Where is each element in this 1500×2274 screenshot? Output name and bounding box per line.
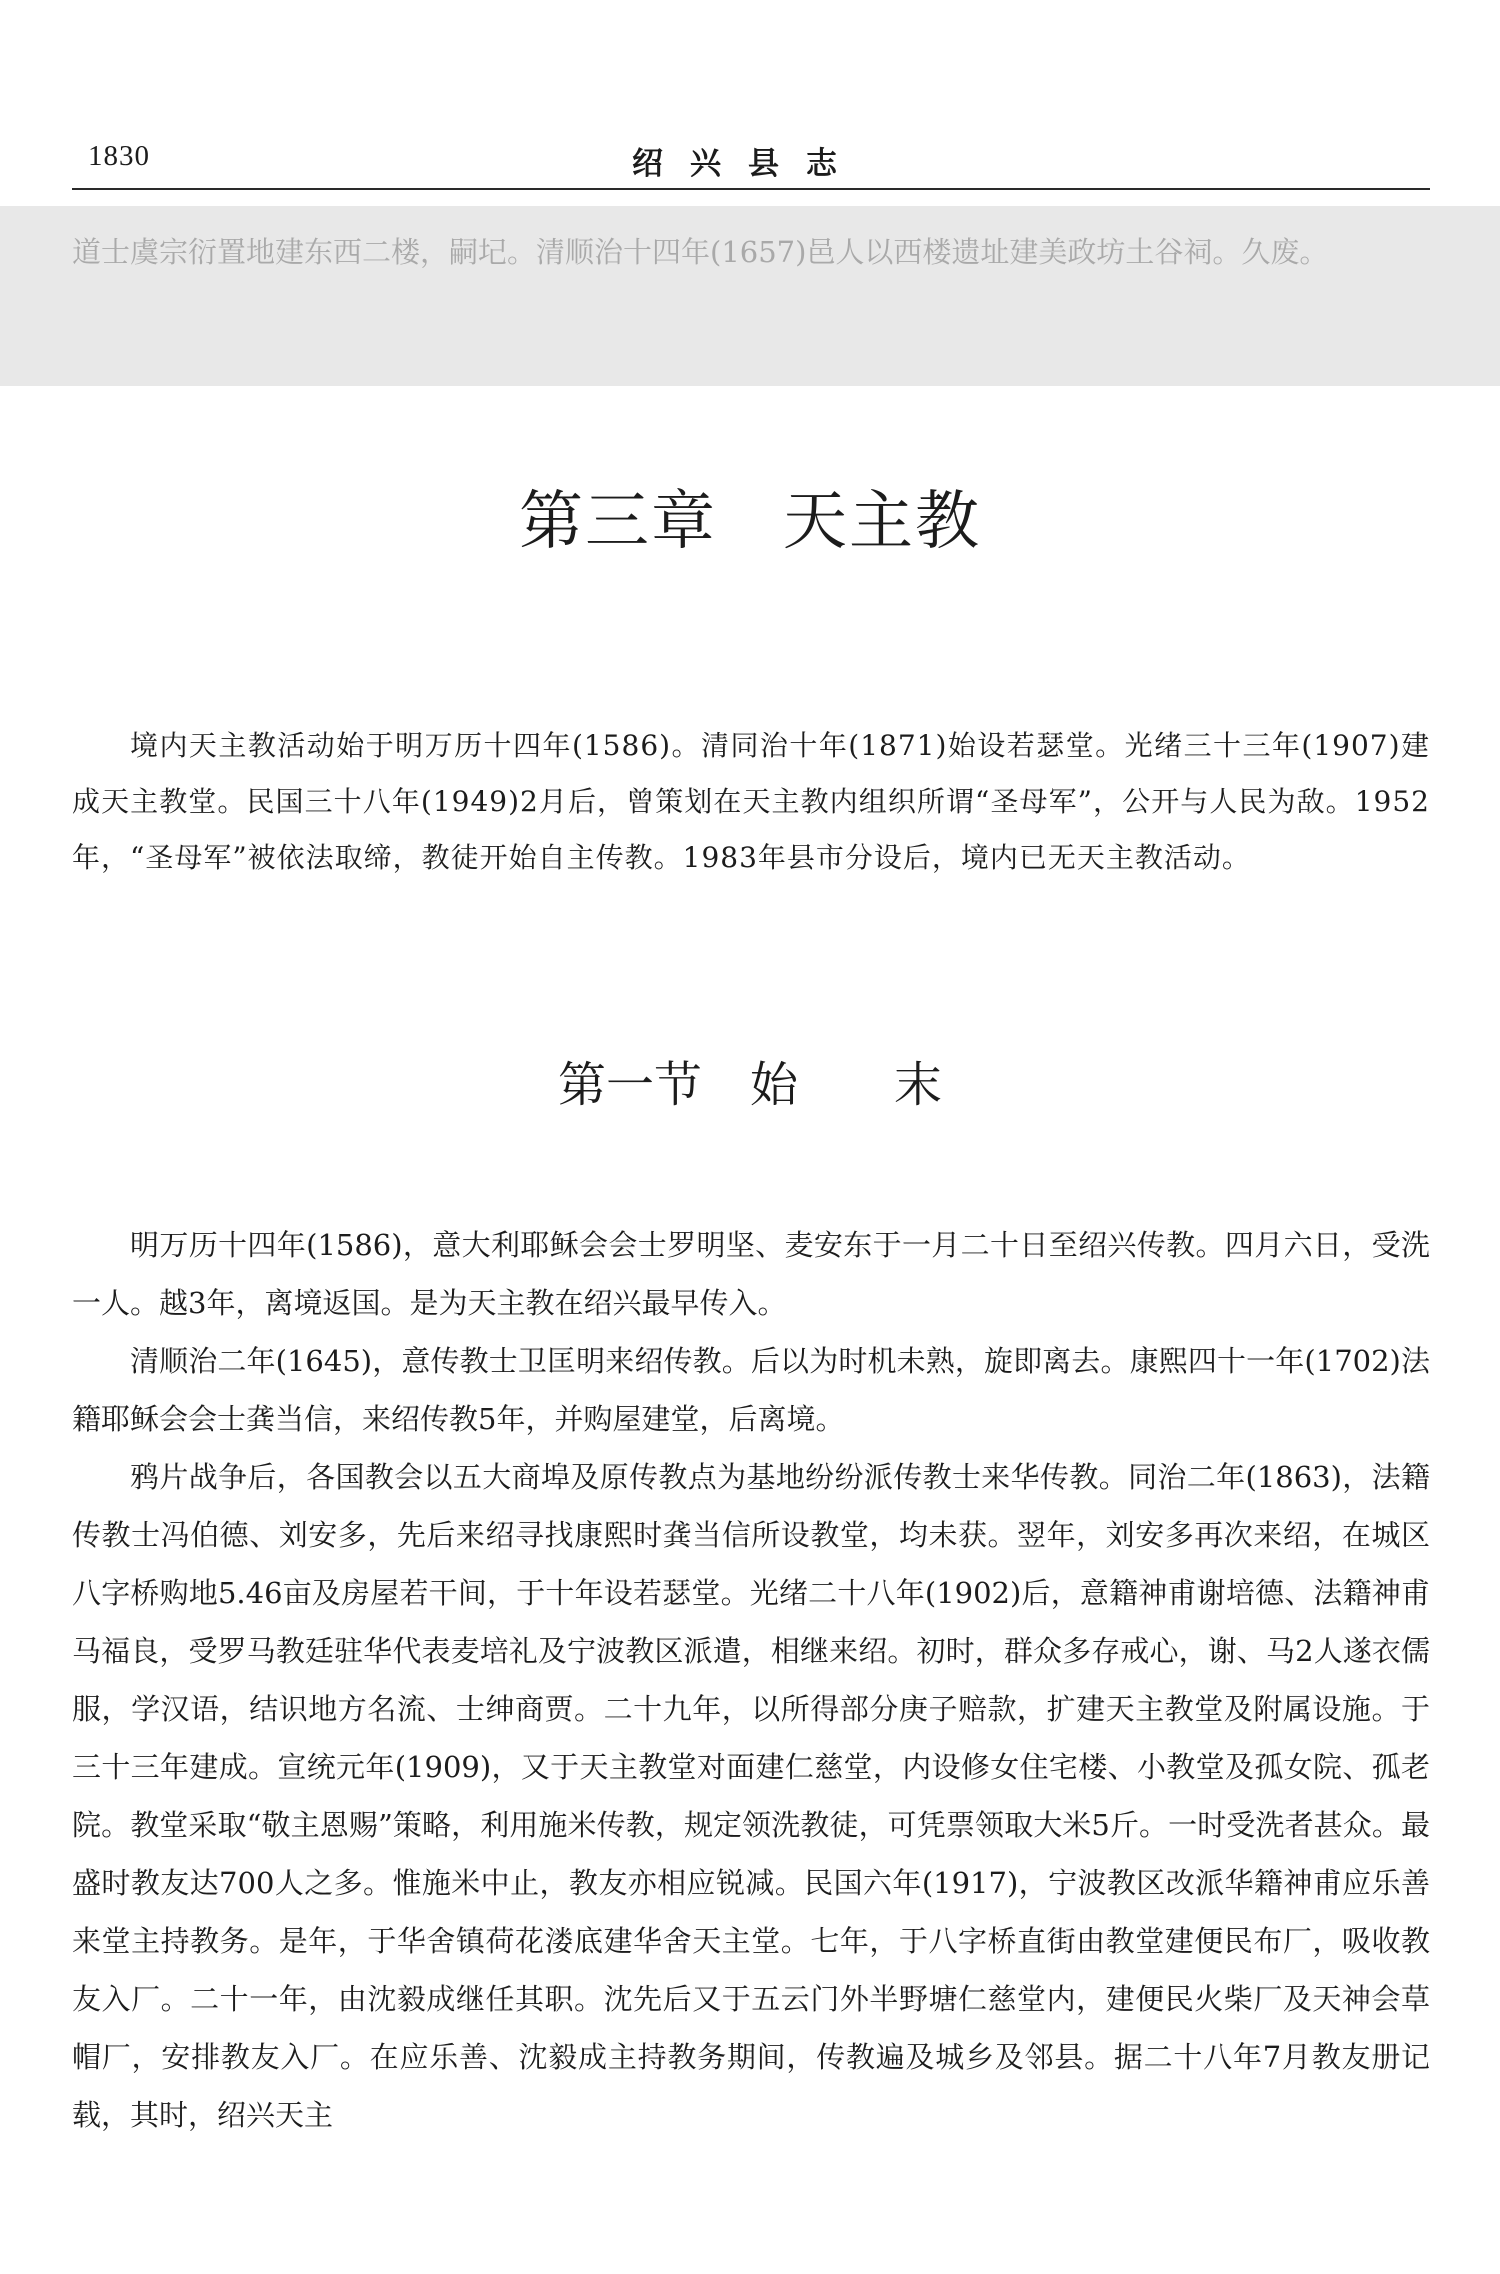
body-paragraph: 明万历十四年(1586)，意大利耶稣会会士罗明坚、麦安东于一月二十日至绍兴传教。四月六日，受洗一人。越3年，离境返国。是为天主教在绍兴最早传入。 [72, 1228, 1430, 1320]
chapter-intro: 境内天主教活动始于明万历十四年(1586)。清同治十年(1871)始设若瑟堂。光绪三十三年(1907)建成天主教堂。民国三十八年(1949)2月后，曾策划在天主教内组织所谓“圣母军”，公开与人民为敌。1952年，“圣母军”被依法取缔，教徒开始自主传教。1983年县市分设后，境内已无天主教活动。 [72, 729, 1430, 874]
previous-section-text: 道士虞宗衍置地建东西二楼，嗣圮。清顺治十四年(1657)邑人以西楼遗址建美政坊土谷祠。久废。 [72, 235, 1329, 269]
running-title: 绍兴县志 [632, 146, 864, 182]
body-paragraph: 清顺治二年(1645)，意传教士卫匡明来绍传教。后以为时机未熟，旋即离去。康熙四十一年(1702)法籍耶稣会会士龚当信，来绍传教5年，并购屋建堂，后离境。 [72, 1344, 1430, 1436]
page-header [72, 138, 1430, 190]
chapter-title: 第三章 天主教 [519, 485, 981, 559]
section-title: 第一节 始 末 [557, 1057, 942, 1113]
section-body [72, 1216, 1430, 2144]
previous-section-band [0, 206, 1500, 386]
body-paragraph: 鸦片战争后，各国教会以五大商埠及原传教点为基地纷纷派传教士来华传教。同治二年(1863)，法籍传教士冯伯德、刘安多，先后来绍寻找康熙时龚当信所设教堂，均未获。翌年，刘安多再次来绍，在城区八字桥购地5.46亩及房屋若干间，于十年设若瑟堂。光绪二十八年(1902)后，意籍神甫谢培德、法籍神甫马福良，受罗马教廷驻华代表麦培礼及宁波教区派遣，相继来绍。初时，群众多存戒心，谢、马2人遂衣儒服，学汉语，结识地方名流、士绅商贾。二十九年，以所得部分庚子赔款，扩建天主教堂及附属设施。于三十三年建成。宣统元年(1909)，又于天主教堂对面建仁慈堂，内设修女住宅楼、小教堂及孤女院、孤老院。教堂采取“敬主恩赐”策略，利用施米传教，规定领洗教徒，可凭票领取大米5斤。一时受洗者甚众。最盛时教友达700人之多。惟施米中止，教友亦相应锐减。民国六年(1917)，宁波教区改派华籍神甫应乐善来堂主持教务。是年，于华舍镇荷花溇底建华舍天主堂。七年，于八字桥直街由教堂建便民布厂，吸收教友入厂。二十一年，由沈毅成继任其职。沈先后又于五云门外半野塘仁慈堂内，建便民火柴厂及天神会草帽厂，安排教友入厂。在应乐善、沈毅成主持教务期间，传教遍及城乡及邻县。据二十八年7月教友册记载，其时，绍兴天主 [72, 1460, 1430, 2132]
page-number: 1830 [88, 140, 150, 172]
